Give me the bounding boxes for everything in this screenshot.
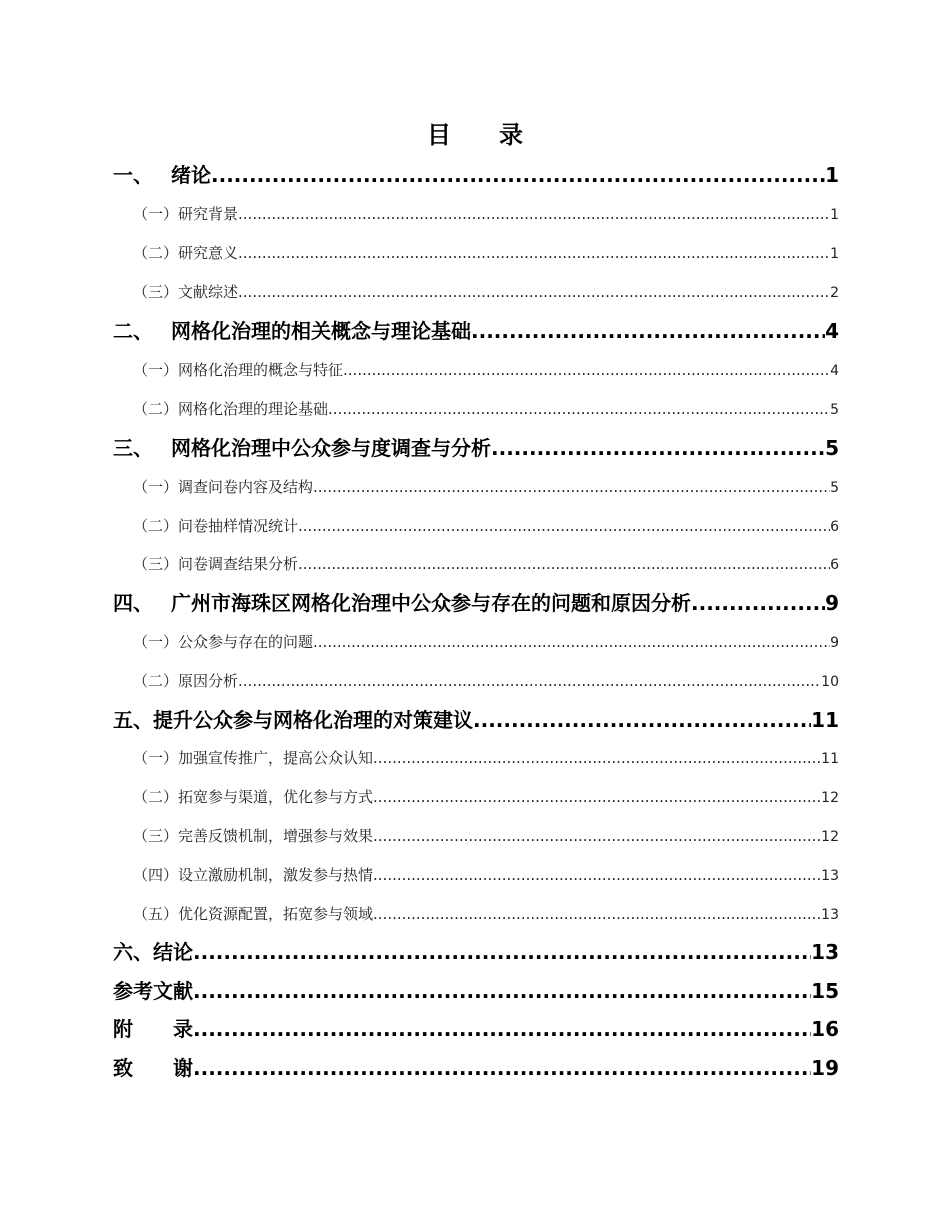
toc-leader-dots bbox=[238, 280, 830, 304]
toc-entry-level2[interactable] bbox=[113, 746, 839, 771]
toc-entry-page: 13 bbox=[821, 907, 839, 923]
toc-leader-dots bbox=[373, 902, 821, 926]
toc-entry-text: （三）文献综述 bbox=[133, 283, 239, 301]
toc-entry-page: 5 bbox=[830, 480, 839, 496]
toc-leader-dots bbox=[313, 475, 830, 499]
toc-entry-page: 6 bbox=[830, 557, 839, 573]
toc-leader-dots bbox=[238, 202, 830, 226]
toc-entry-text: （二）原因分析 bbox=[133, 672, 239, 690]
toc-leader-dots bbox=[313, 630, 830, 654]
toc-leader-dots bbox=[238, 669, 821, 693]
toc-entry-text: 附 录 bbox=[113, 1017, 193, 1041]
toc-entry-level1[interactable] bbox=[113, 316, 839, 346]
toc-entry-text: （二）拓宽参与渠道，优化参与方式 bbox=[133, 788, 374, 806]
toc-entry-text: （二）网格化治理的理论基础 bbox=[133, 400, 329, 418]
toc-entry-level1[interactable] bbox=[113, 1053, 839, 1083]
toc-entry-page: 4 bbox=[830, 363, 839, 379]
toc-entry-page: 6 bbox=[830, 519, 839, 535]
toc-entry-level2[interactable] bbox=[113, 669, 839, 694]
toc-entry-level2[interactable] bbox=[113, 397, 839, 422]
toc-entry-page: 19 bbox=[811, 1056, 839, 1080]
toc-entry-text: 绪论 bbox=[171, 163, 211, 187]
toc-entry-number: 一、 bbox=[113, 163, 153, 187]
toc-entry-level2[interactable] bbox=[113, 514, 839, 539]
toc-entry-page: 13 bbox=[821, 868, 839, 884]
toc-entry-level2[interactable] bbox=[113, 475, 839, 500]
toc-leader-dots bbox=[211, 160, 825, 190]
toc-leader-dots bbox=[491, 433, 825, 463]
toc-entry-text: （三）完善反馈机制，增强参与效果 bbox=[133, 827, 374, 845]
toc-entry-text: 五、提升公众参与网格化治理的对策建议 bbox=[113, 708, 473, 732]
toc-entry-page: 10 bbox=[821, 674, 839, 690]
toc-entry-text: （二）问卷抽样情况统计 bbox=[133, 517, 299, 535]
toc-leader-dots bbox=[691, 588, 825, 618]
toc-entry-level1[interactable] bbox=[113, 976, 839, 1006]
toc-entry-text: 网格化治理中公众参与度调查与分析 bbox=[171, 436, 491, 460]
toc-entry-level2[interactable] bbox=[113, 785, 839, 810]
toc-entry-page: 5 bbox=[830, 402, 839, 418]
toc-entry-page: 9 bbox=[825, 591, 839, 615]
toc-entry-page: 1 bbox=[830, 246, 839, 262]
toc-entry-text: 致 谢 bbox=[113, 1056, 193, 1080]
toc-entry-text: （一）研究背景 bbox=[133, 205, 239, 223]
toc-entry-level2[interactable] bbox=[113, 241, 839, 266]
toc-entry-number: 二、 bbox=[113, 319, 153, 343]
toc-leader-dots bbox=[193, 1053, 811, 1083]
toc-entry-page: 11 bbox=[821, 751, 839, 767]
toc-entry-text: （一）调查问卷内容及结构 bbox=[133, 478, 314, 496]
toc-entry-level1[interactable] bbox=[113, 588, 839, 618]
toc-entry-number: 四、 bbox=[113, 591, 153, 615]
toc-leader-dots bbox=[193, 937, 811, 967]
toc-leader-dots bbox=[298, 552, 830, 576]
toc-entry-text: （五）优化资源配置，拓宽参与领域 bbox=[133, 905, 374, 923]
toc-entry-page: 11 bbox=[811, 708, 839, 732]
toc-entry-page: 12 bbox=[821, 790, 839, 806]
toc-title: 目 录 bbox=[427, 121, 523, 149]
toc-entry-text: （四）设立激励机制，激发参与热情 bbox=[133, 866, 374, 884]
toc-entry-level1[interactable] bbox=[113, 937, 839, 967]
toc-entry-text: 参考文献 bbox=[113, 979, 193, 1003]
toc-entry-page: 15 bbox=[811, 979, 839, 1003]
toc-leader-dots bbox=[373, 824, 821, 848]
toc-entry-level1[interactable] bbox=[113, 705, 839, 735]
toc-entry-text: 广州市海珠区网格化治理中公众参与存在的问题和原因分析 bbox=[171, 591, 691, 615]
toc-entry-page: 1 bbox=[825, 163, 839, 187]
toc-entry-number: 三、 bbox=[113, 436, 153, 460]
toc-leader-dots bbox=[193, 976, 811, 1006]
toc-leader-dots bbox=[298, 514, 830, 538]
toc-entry-page: 12 bbox=[821, 829, 839, 845]
toc-entry-page: 1 bbox=[830, 207, 839, 223]
toc-leader-dots bbox=[238, 241, 830, 265]
toc-entry-text: （三）问卷调查结果分析 bbox=[133, 555, 299, 573]
toc-entry-text: （一）公众参与存在的问题 bbox=[133, 633, 314, 651]
toc-entry-text: 六、结论 bbox=[113, 940, 193, 964]
toc-entry-level2[interactable] bbox=[113, 358, 839, 383]
toc-entry-level2[interactable] bbox=[113, 863, 839, 888]
toc-leader-dots bbox=[343, 358, 830, 382]
toc-entry-level1[interactable] bbox=[113, 433, 839, 463]
toc-entry-text: （一）网格化治理的概念与特征 bbox=[133, 361, 344, 379]
toc-entry-page: 13 bbox=[811, 940, 839, 964]
toc-entry-level1[interactable] bbox=[113, 160, 839, 190]
toc-entry-page: 5 bbox=[825, 436, 839, 460]
toc-leader-dots bbox=[193, 1014, 811, 1044]
toc-entry-level2[interactable] bbox=[113, 630, 839, 655]
toc-entry-level1[interactable] bbox=[113, 1014, 839, 1044]
toc-entry-level2[interactable] bbox=[113, 824, 839, 849]
toc-entry-page: 9 bbox=[830, 635, 839, 651]
toc-entry-text: （二）研究意义 bbox=[133, 244, 239, 262]
toc-leader-dots bbox=[373, 785, 821, 809]
toc-entry-text: （一）加强宣传推广，提高公众认知 bbox=[133, 749, 374, 767]
toc-leader-dots bbox=[471, 316, 825, 346]
toc-entry-text: 网格化治理的相关概念与理论基础 bbox=[171, 319, 471, 343]
toc-leader-dots bbox=[373, 863, 821, 887]
toc-leader-dots bbox=[473, 705, 811, 735]
toc-entry-page: 16 bbox=[811, 1017, 839, 1041]
toc-entry-level2[interactable] bbox=[113, 202, 839, 227]
toc-entry-level2[interactable] bbox=[113, 552, 839, 577]
toc-leader-dots bbox=[328, 397, 830, 421]
toc-leader-dots bbox=[373, 746, 821, 770]
toc-entry-level2[interactable] bbox=[113, 902, 839, 927]
toc-entry-page: 2 bbox=[830, 285, 839, 301]
toc-entry-level2[interactable] bbox=[113, 280, 839, 305]
toc-entry-page: 4 bbox=[825, 319, 839, 343]
